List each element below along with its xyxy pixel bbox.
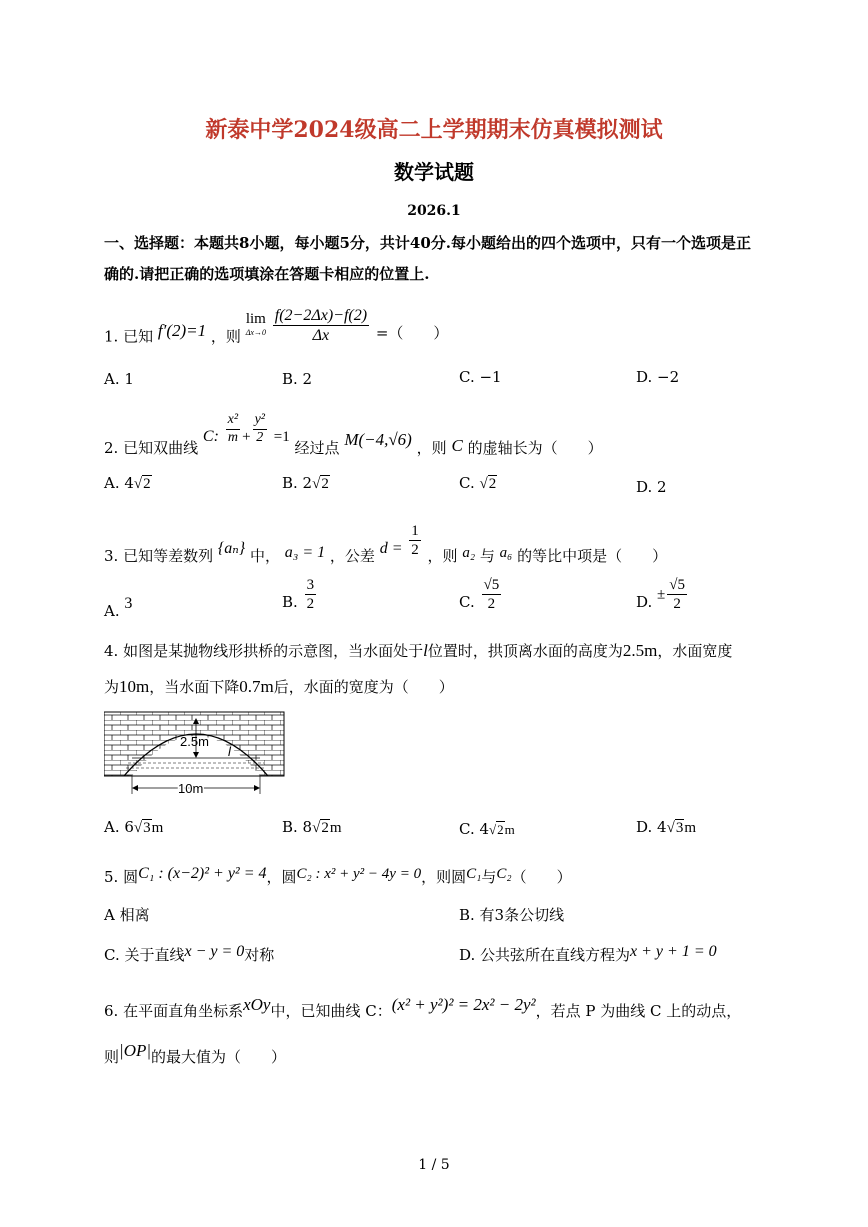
q2-option-b[interactable]: B. 2√2 [282,474,329,492]
q2-option-a[interactable]: A. 4√2 [104,474,151,492]
q5-option-a[interactable]: A 相离 [104,906,150,924]
q3-option-c[interactable]: C. $\frac{√5}{2}$ [459,577,500,612]
page-number: 1 / 5 [418,1157,450,1173]
question-number: 6. [104,1002,119,1020]
q3-option-a[interactable]: A. 3 [104,595,133,620]
page-title: 新泰中学2024级高二上学期期末仿真模拟测试 [205,117,663,143]
q4-option-d[interactable]: D. 4√3m [636,818,696,836]
exam-date: 2026.1 [407,203,461,219]
question-5: 5. 圆C₁ : (x−2)² + y² = 4，圆C₂ : x² + y² − 4y = 0，则圆C₁与C₂（ ） [104,865,572,886]
point-m: M(−4,√6) [344,430,412,450]
question-3: 3. 已知等差数列 {aₙ} 中， a₃ = 1 ，公差 d = $\frac{1}{2}$ ，则 a₂ 与 a₆ 的等比中项是（ ） [104,523,668,565]
width-label: 10m [178,781,204,796]
q1-option-a[interactable]: A. 1 [104,370,134,388]
question-number: 3. [104,546,119,565]
question-number: 1. [104,327,119,346]
q5-option-b[interactable]: B. 有3条公切线 [459,906,565,924]
q1-option-b[interactable]: B. 2 [282,370,313,388]
q3-option-b[interactable]: B. $\frac{3}{2}$ [282,577,315,612]
water-level-label: l [228,744,231,759]
question-6-line2: 则|OP|的最大值为（ ） [104,1041,287,1066]
question-4-line2: 为10m，当水面下降0.7m后，水面的宽度为（ ） [104,677,454,696]
q2-option-d[interactable]: D. 2 [636,478,667,496]
question-number: 2. [104,439,119,458]
question-1: 1. 已知 f′(2)=1 ，则 lim Δx→0 $\frac{f(2-2\Delta x)-f(2)}{\Delta x}$ =（ ） [104,307,449,346]
question-4-line1: 4. 如图是某抛物线形拱桥的示意图，当水面处于l位置时，拱顶离水面的高度为2.5m，水面宽度 [104,641,733,660]
q4-option-c[interactable]: C. 4√2m [459,820,515,838]
q2-option-c[interactable]: C. √2 [459,474,497,492]
q1-option-c[interactable]: C. −1 [459,368,502,386]
question-number: 4. [104,642,119,660]
arch-bridge-figure [104,710,288,800]
limit-symbol: lim [245,310,266,327]
limit-fraction: $\frac{f(2-2\Delta x)-f(2)}{\Delta x}$ [274,307,368,345]
question-2: 2. 已知双曲线 C: $\frac{\text{x²}}{m}$ + $\frac{\text{y²}}{2}$ =1 经过点 M(−4,√6) ，则 C 的虚轴长为（ ） [104,412,603,458]
derivative-expr: f′(2)=1 [157,320,207,340]
section-heading: 一、选择题：本题共8小题，每小题5分，共计40分.每小题给出的四个选项中，只有一个选项是正确的.请把正确的选项填涂在答题卡相应的位置上. [104,234,751,283]
height-label: 2.5m [180,734,209,749]
curve-equation: (x² + y²)² = 2x² − 2y² [391,995,536,1014]
q5-option-c[interactable]: C. 关于直线x − y = 0对称 [104,943,275,964]
q5-option-d[interactable]: D. 公共弦所在直线方程为x + y + 1 = 0 [459,943,717,964]
question-number: 5. [104,868,119,886]
q1-option-d[interactable]: D. −2 [636,368,680,386]
limit-subscript: Δx→0 [245,327,266,337]
question-6-line1: 6. 在平面直角坐标系xOy中，已知曲线 C：(x² + y²)² = 2x² − 2y²，若点 P 为曲线 C 上的动点， [104,995,742,1020]
q4-option-b[interactable]: B. 8√2m [282,818,342,836]
q4-option-a[interactable]: A. 6√3m [104,818,164,836]
q3-option-d[interactable]: D. ± $\frac{√5}{2}$ [636,577,686,612]
page-subtitle: 数学试题 [394,160,474,184]
